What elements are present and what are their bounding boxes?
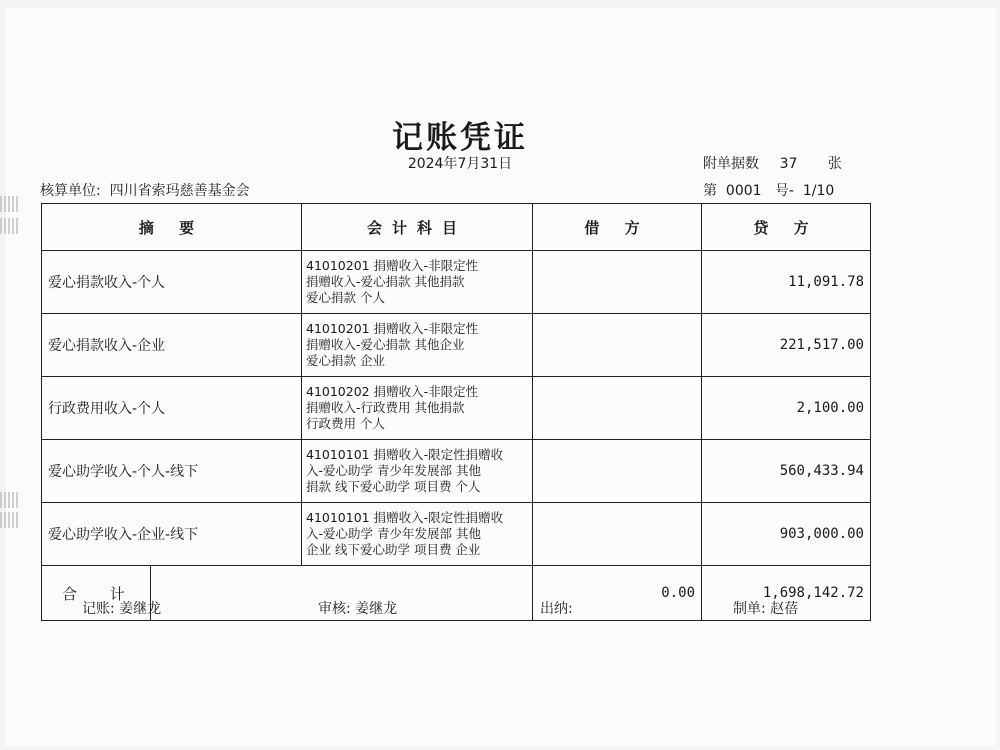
- table-row: [42, 377, 871, 440]
- total-credit: 1,698,142.72: [702, 566, 871, 621]
- header-summary: 摘 要: [42, 204, 302, 251]
- row-debit: [533, 314, 702, 377]
- punch-hole-mark: [0, 196, 18, 212]
- voucher-number: [703, 180, 834, 200]
- voucher-title: 记账凭证: [392, 120, 528, 156]
- account-line: 41010201 捐赠收入-非限定性: [306, 321, 479, 336]
- row-debit: [533, 377, 702, 440]
- row-account: [302, 314, 533, 377]
- account-line: 捐赠收入-爱心捐款 其他企业: [306, 337, 465, 352]
- accounting-unit: [40, 180, 250, 200]
- attach-label: 附单据数: [703, 156, 759, 172]
- row-debit: [533, 503, 702, 566]
- row-credit: 903,000.00: [702, 503, 871, 566]
- header-credit: 贷 方: [702, 204, 871, 251]
- table-header-row: [42, 204, 871, 251]
- account-line: 捐赠收入-爱心捐款 其他捐款: [306, 274, 465, 289]
- total-debit: 0.00: [533, 566, 702, 621]
- account-line: 捐款 线下爱心助学 项目费 个人: [306, 479, 481, 494]
- row-credit: 221,517.00: [702, 314, 871, 377]
- row-debit: [533, 251, 702, 314]
- account-line: 爱心捐款 个人: [306, 290, 385, 305]
- signature-reviewer: 审核: 姜继龙: [318, 601, 398, 617]
- row-account: [302, 503, 533, 566]
- unit-value: 四川省索玛慈善基金会: [109, 183, 250, 199]
- row-credit: 560,433.94: [702, 440, 871, 503]
- row-summary: 行政费用收入-个人: [42, 377, 302, 440]
- voucher-date: 2024年7月31日: [407, 156, 513, 172]
- row-summary: 爱心捐款收入-企业: [42, 314, 302, 377]
- table-row: [42, 440, 871, 503]
- row-summary: 爱心助学收入-企业-线下: [42, 503, 302, 566]
- account-line: 入-爱心助学 青少年发展部 其他: [306, 526, 481, 541]
- voucher-label: 第: [703, 183, 717, 199]
- voucher-table: [41, 203, 871, 621]
- account-line: 捐赠收入-行政费用 其他捐款: [306, 400, 465, 415]
- unit-label: 核算单位:: [40, 183, 101, 199]
- total-label: 合 计: [42, 566, 151, 621]
- row-summary: 爱心捐款收入-个人: [42, 251, 302, 314]
- table-row: [42, 314, 871, 377]
- signature-bookkeeper: 记账: 姜继龙: [82, 601, 162, 617]
- signature-cashier: 出纳:: [540, 601, 573, 617]
- attach-unit: 张: [827, 156, 842, 172]
- row-account: [302, 251, 533, 314]
- account-line: 41010201 捐赠收入-非限定性: [306, 258, 479, 273]
- account-line: 41010202 捐赠收入-非限定性: [306, 384, 479, 399]
- row-credit: 2,100.00: [702, 377, 871, 440]
- signature-preparer: 制单: 赵蓓: [733, 601, 799, 617]
- account-line: 企业 线下爱心助学 项目费 企业: [306, 542, 481, 557]
- table-row: [42, 251, 871, 314]
- account-line: 41010101 捐赠收入-限定性捐赠收: [306, 510, 504, 525]
- header-account: 会计科目: [302, 204, 533, 251]
- account-line: 41010101 捐赠收入-限定性捐赠收: [306, 447, 504, 462]
- row-credit: 11,091.78: [702, 251, 871, 314]
- row-summary: 爱心助学收入-个人-线下: [42, 440, 302, 503]
- attach-count-value: 37: [779, 156, 798, 172]
- voucher-no-value: 0001: [725, 183, 762, 199]
- voucher-mid: 号-: [774, 183, 794, 199]
- header-debit: 借 方: [533, 204, 702, 251]
- table-row: [42, 503, 871, 566]
- account-line: 爱心捐款 企业: [306, 353, 385, 368]
- punch-hole-mark: [0, 218, 18, 234]
- account-line: 行政费用 个人: [306, 416, 385, 431]
- voucher-page: 1/10: [802, 183, 835, 199]
- row-debit: [533, 440, 702, 503]
- row-account: [302, 440, 533, 503]
- account-line: 入-爱心助学 青少年发展部 其他: [306, 463, 481, 478]
- attachment-count: [703, 153, 842, 173]
- row-account: [302, 377, 533, 440]
- punch-hole-mark: [0, 512, 18, 528]
- punch-hole-mark: [0, 492, 18, 508]
